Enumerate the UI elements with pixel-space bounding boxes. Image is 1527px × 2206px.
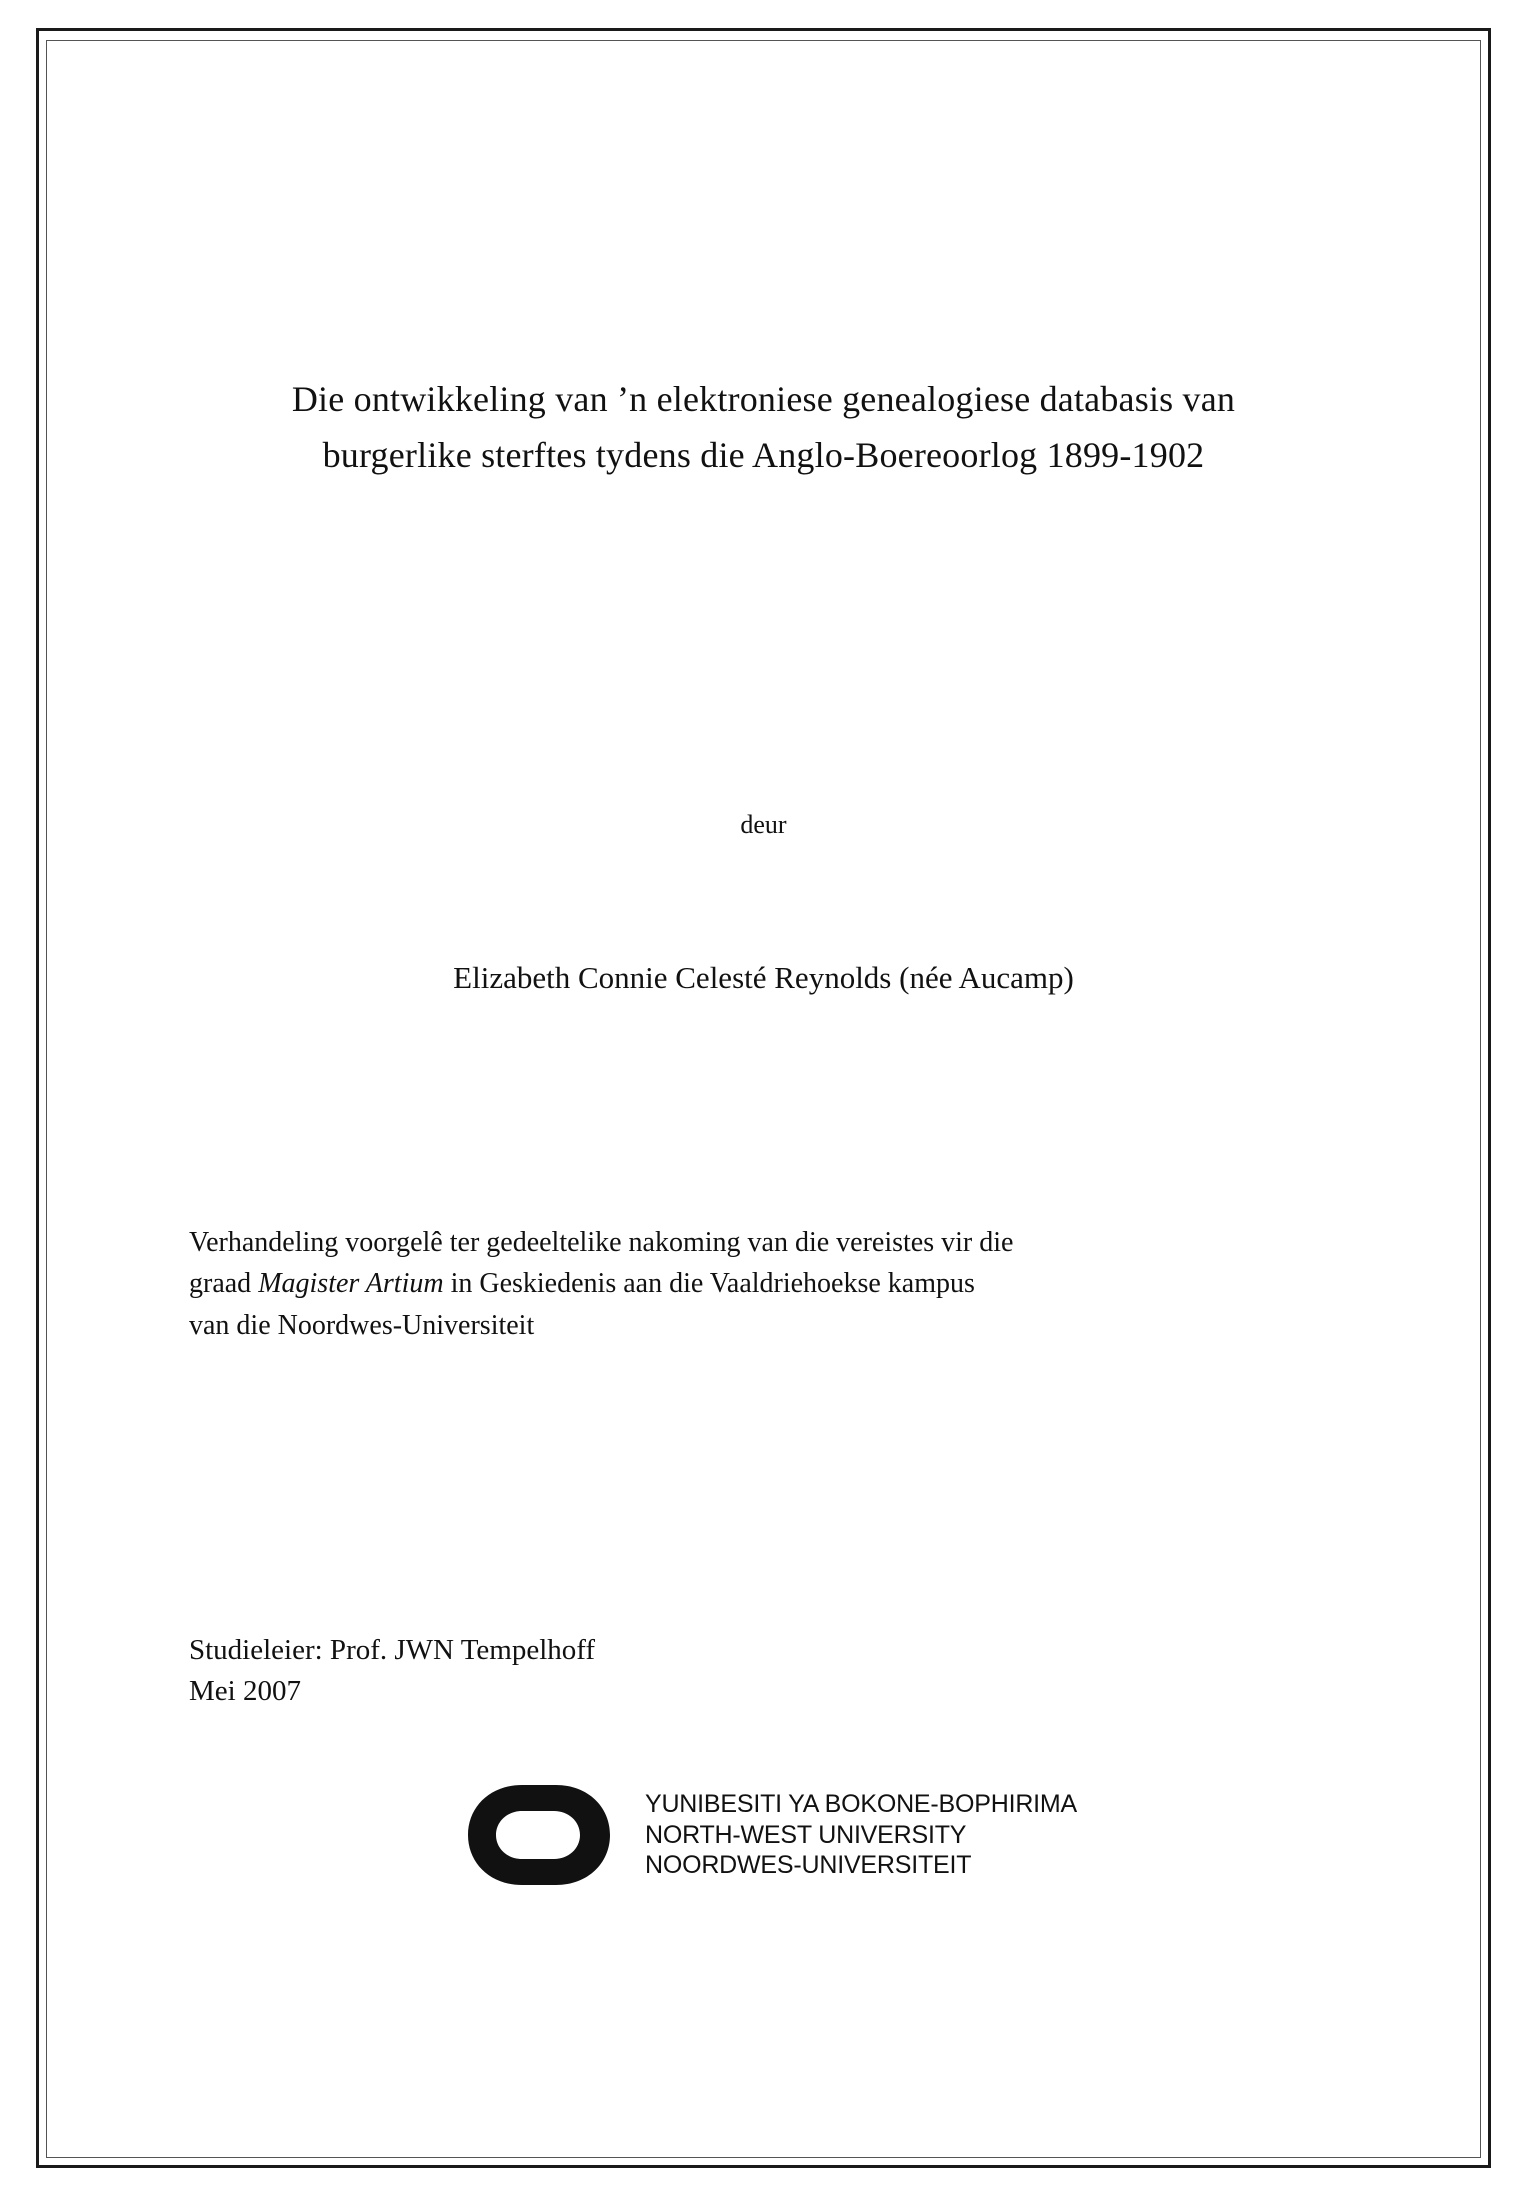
title-line-2: burgerlike sterftes tydens die Anglo-Boereoorlog 1899-1902 (322, 434, 1205, 475)
logo-text-line-2: NORTH-WEST UNIVERSITY (644, 1820, 967, 1849)
logo-text-line-3: NOORDWES-UNIVERSITEIT (644, 1851, 972, 1880)
page-content (186, 0, 1341, 2206)
degree-statement (189, 1222, 1339, 1346)
university-logo (186, 1775, 1341, 1895)
supervisor-line: Studieleier: Prof. JWN Tempelhoff (189, 1634, 596, 1666)
supervisor-block (189, 1630, 1189, 1712)
page-title (186, 372, 1341, 484)
title-line-1: Die ontwikkeling van ’n elektroniese genealogiese databasis van (291, 379, 1236, 419)
statement-line-1: Verhandeling voorgelê ter gedeeltelike nakoming van die vereistes vir die (189, 1227, 1014, 1258)
by-label: deur (740, 810, 787, 839)
logo-text-block (645, 1789, 1077, 1881)
logo-text-line-1: YUNIBESITI YA BOKONE-BOPHIRIMA (644, 1790, 1078, 1819)
statement-line-2-suffix: in Geskiedenis aan die Vaaldriehoekse kampus (443, 1268, 975, 1300)
date-line: Mei 2007 (189, 1675, 301, 1708)
nwu-logo-icon (450, 1775, 635, 1895)
statement-line-3: van die Noordwes-Universiteit (189, 1309, 535, 1341)
degree-name: Magister Artium (258, 1268, 444, 1300)
statement-line-2 (189, 1263, 1339, 1304)
statement-line-2-prefix: graad (189, 1268, 259, 1300)
author-name: Elizabeth Connie Celesté Reynolds (née Aucamp) (453, 960, 1074, 995)
